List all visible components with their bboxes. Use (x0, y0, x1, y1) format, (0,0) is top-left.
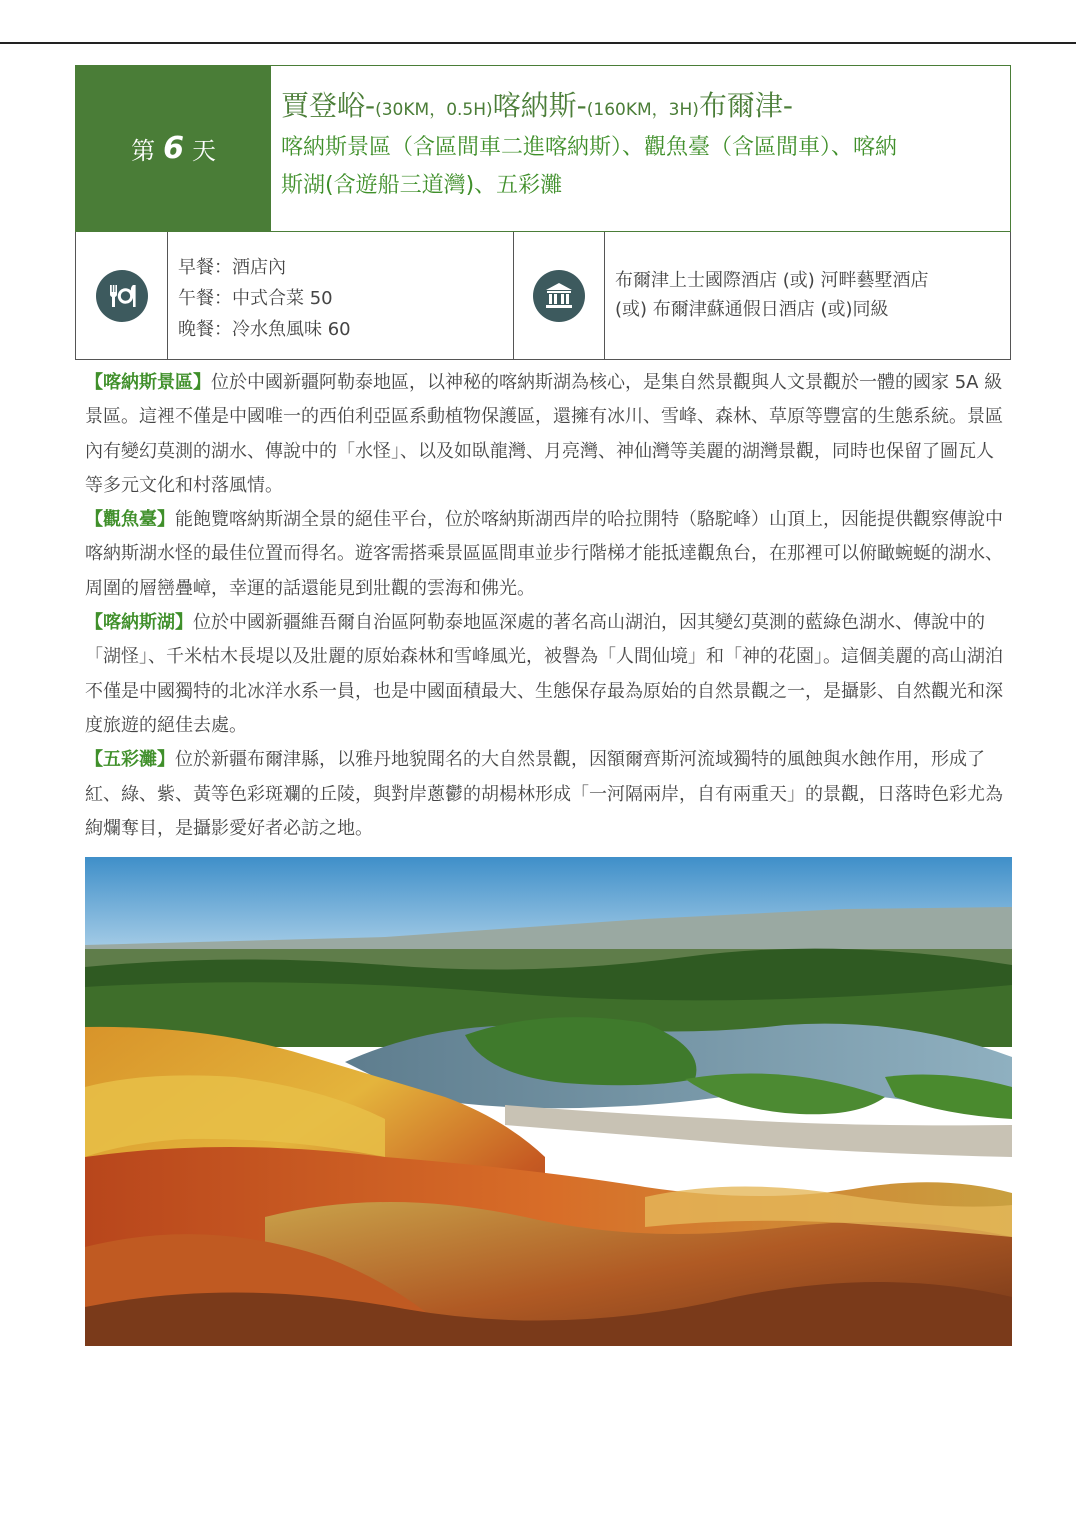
section-text: 能飽覽喀納斯湖全景的絕佳平台，位於喀納斯湖西岸的哈拉開特（駱駝峰）山頂上，因能提供觀察傳說中喀納斯湖水怪的最佳位置而得名。遊客需搭乘景區區間車並步行階梯才能抵達觀魚台，在那裡可以俯瞰蜿蜒的湖水、周圍的層巒疊嶂，幸運的話還能見到壯觀的雲海和佛光。 (85, 509, 1003, 599)
route-stop-2: 喀納斯- (492, 89, 587, 122)
breakfast: 早餐：酒店內 (178, 257, 286, 278)
day-number: 6 (163, 131, 184, 166)
hotel-line-2: (或) 布爾津蘇通假日酒店 (或)同級 (615, 299, 889, 320)
section-fish-viewing-platform (85, 503, 1005, 606)
route-segment-1: (30KM，0.5H) (375, 100, 493, 120)
section-title: 【五彩灘】 (85, 749, 175, 771)
route-stop-1: 賈登峪- (281, 89, 376, 122)
description (85, 366, 1005, 846)
route-segment-2: (160KM，3H) (586, 100, 699, 120)
day-title (271, 66, 1010, 231)
meals-hotel-row (75, 232, 1011, 360)
section-text: 位於中國新疆阿勒泰地區，以神秘的喀納斯湖為核心，是集自然景觀與人文景觀於一體的國家 5A 級景區。這裡不僅是中國唯一的西伯利亞區系動植物保護區，還擁有冰川、雪峰、森林、草原等豐富的生態系統。景區內有變幻莫測的湖水、傳說中的「水怪」、以及如臥龍灣、月亮灣、神仙灣等美麗的湖灣景觀，同時也保留了圖瓦人等多元文化和村落風情。 (85, 372, 1003, 496)
section-title: 【喀納斯湖】 (85, 612, 193, 634)
meals-icon-cell (76, 232, 168, 359)
meals-text (168, 232, 514, 359)
hotel-building-icon (533, 270, 585, 322)
day-prefix: 第 (131, 137, 156, 165)
day-header (75, 65, 1011, 232)
section-kanas-scenic-area (85, 366, 1005, 503)
sites-line-2: 斯湖(含遊船三道灣)、五彩灘 (281, 173, 563, 198)
section-kanas-lake (85, 606, 1005, 743)
lunch: 午餐：中式合菜 50 (178, 288, 333, 309)
section-text: 位於中國新疆維吾爾自治區阿勒泰地區深處的著名高山湖泊，因其變幻莫測的藍綠色湖水、傳說中的「湖怪」、千米枯木長堤以及壯麗的原始森林和雪峰風光，被譽為「人間仙境」和「神的花園」。這個美麗的高山湖泊不僅是中國獨特的北冰洋水系一員，也是中國面積最大、生態保存最為原始的自然景觀之一，是攝影、自然觀光和深度旅遊的絕佳去處。 (85, 612, 1003, 736)
cutlery-icon (96, 270, 148, 322)
hotel-text (605, 232, 1010, 359)
day-badge (76, 66, 271, 231)
top-rule (0, 42, 1076, 44)
route-line (281, 88, 996, 128)
section-colorful-beach (85, 743, 1005, 846)
landscape-photo (85, 857, 1012, 1346)
route-stop-3: 布爾津- (698, 89, 793, 122)
dinner: 晚餐：冷水魚風味 60 (178, 319, 351, 340)
section-title: 【觀魚臺】 (85, 509, 175, 531)
section-title: 【喀納斯景區】 (85, 372, 211, 393)
section-text: 位於新疆布爾津縣，以雅丹地貌聞名的大自然景觀，因額爾齊斯河流域獨特的風蝕與水蝕作用，形成了紅、綠、紫、黃等色彩斑斕的丘陵，與對岸蔥鬱的胡楊林形成「一河隔兩岸，自有兩重天」的景觀，日落時色彩尤為絢爛奪目，是攝影愛好者必訪之地。 (85, 749, 1003, 839)
sites-line-1: 喀納斯景區（含區間車二進喀納斯）、觀魚臺（含區間車）、喀納 (281, 135, 898, 160)
hotel-line-1: 布爾津上士國際酒店 (或) 河畔藝墅酒店 (615, 270, 929, 291)
day-suffix: 天 (191, 137, 216, 165)
hotel-icon-cell (514, 232, 605, 359)
